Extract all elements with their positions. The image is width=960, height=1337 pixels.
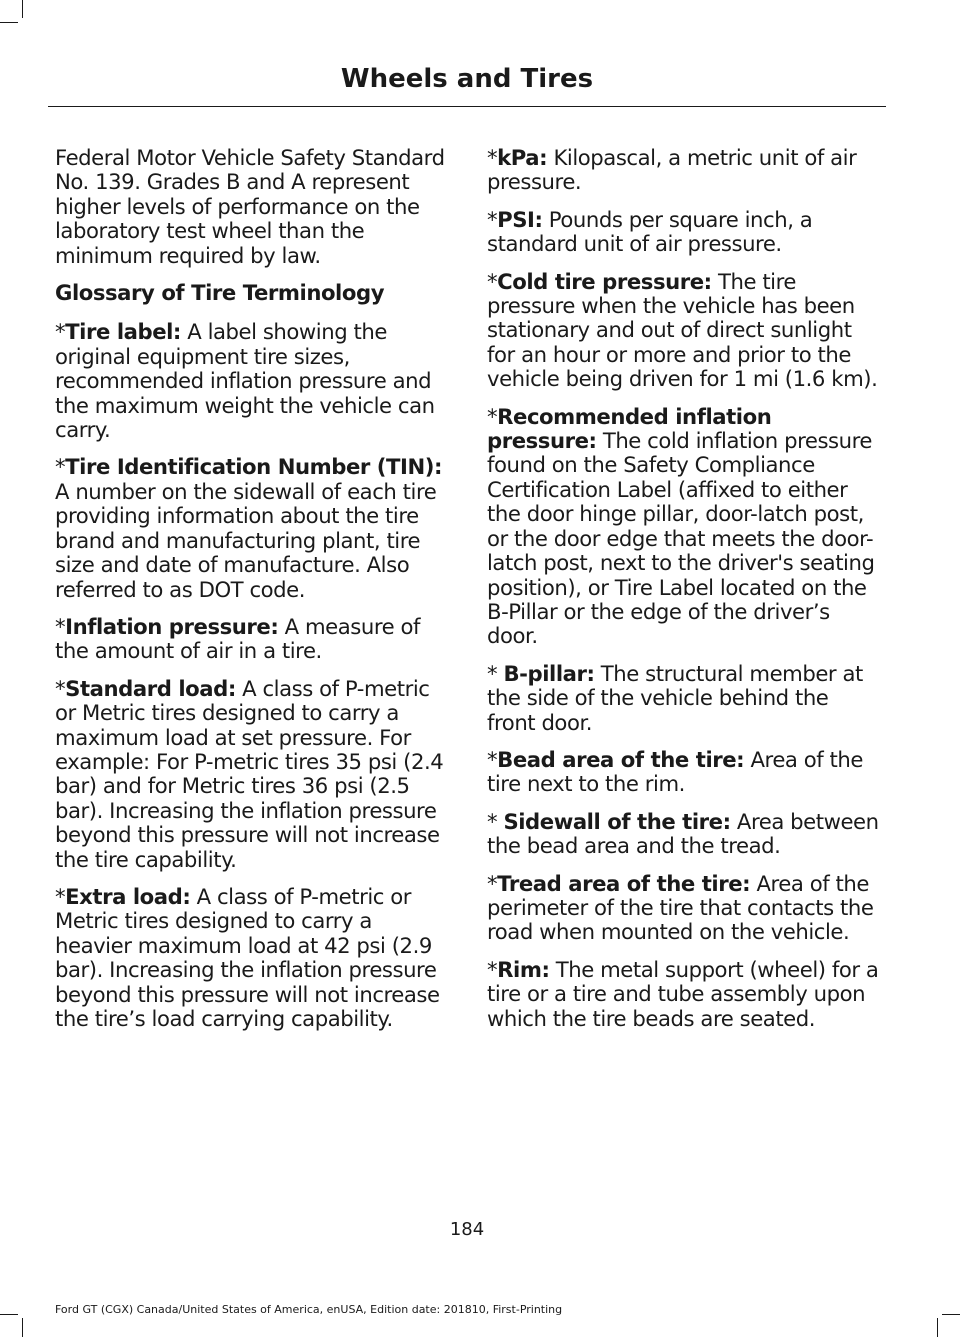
entry-text: The cold inflation pressure found on the Safety Compliance Certification Label (affixed to either the door hinge pillar, door-latch post, or the door edge that meets the door-latch post, next to the driver's seating position), or Tire Label located on the B-Pillar or the edge of the driver’s door.: [487, 428, 875, 649]
glossary-entry: [487, 146, 882, 195]
crop-mark: [937, 1318, 938, 1337]
glossary-entry: [487, 405, 882, 649]
entry-term: Cold tire pressure:: [497, 268, 712, 294]
glossary-entry: [55, 885, 450, 1031]
glossary-entry: [487, 748, 882, 797]
entry-term: Tread area of the tire:: [497, 870, 751, 896]
crop-mark: [22, 1318, 23, 1337]
entry-term: Rim:: [497, 956, 550, 982]
left-column: [55, 146, 450, 1044]
entry-text: A measure of the amount of air in a tire.: [55, 613, 421, 664]
entry-text: Area between the bead area and the tread.: [487, 808, 879, 859]
entry-prefix: *: [487, 268, 498, 294]
glossary-entry: [487, 958, 882, 1031]
entry-prefix: *: [487, 870, 498, 896]
entry-text: Kilopascal, a metric unit of air pressure.: [487, 145, 857, 195]
entry-text: The structural member at the side of the vehicle behind the front door.: [487, 660, 863, 735]
page-title: Wheels and Tires: [340, 64, 594, 94]
entry-prefix: *: [55, 883, 66, 909]
entry-prefix: *: [55, 675, 66, 701]
entry-term: Standard load:: [65, 675, 236, 701]
entry-term: B-pillar:: [503, 660, 595, 686]
right-column: [487, 146, 882, 1044]
entry-text: Area of the tire next to the rim.: [487, 746, 863, 797]
entry-term: PSI:: [497, 206, 543, 232]
entry-term: Extra load:: [65, 883, 191, 909]
entry-term: Sidewall of the tire:: [503, 808, 731, 834]
entry-prefix: *: [487, 206, 498, 232]
glossary-entry: [55, 320, 450, 442]
entry-text: Pounds per square inch, a standard unit of air pressure.: [487, 206, 813, 257]
entry-term: kPa:: [497, 145, 548, 170]
entry-prefix: *: [55, 454, 66, 480]
entry-term: Tire label:: [65, 319, 181, 345]
entry-term: Recommended inflation pressure:: [487, 403, 772, 454]
entry-prefix: *: [55, 613, 66, 639]
glossary-entry: [487, 662, 882, 735]
entry-text: The metal support (wheel) for a tire or a tire and tube assembly upon which the tire beads are seated.: [487, 956, 879, 1031]
glossary-heading: Glossary of Tire Terminology: [55, 280, 385, 306]
entry-text: A class of P-metric or Metric tires designed to carry a heavier maximum load at 42 psi (2.9 bar). Increasing the inflation pressure beyond this pressure will not increase the tire’s load carrying capability.: [55, 883, 440, 1031]
entry-text: Area of the perimeter of the tire that contacts the road when mounted on the vehicle.: [487, 870, 874, 945]
entry-prefix: *: [55, 319, 66, 345]
entry-term: Inflation pressure:: [65, 613, 279, 639]
footer-edition-text: Ford GT (CGX) Canada/United States of America, enUSA, Edition date: 201810, First-Printing: [55, 1303, 563, 1316]
entry-text: A label showing the original equipment tire sizes, recommended inflation pressure and the maximum weight the vehicle can carry.: [55, 319, 435, 443]
page-number: 184: [449, 1219, 485, 1240]
crop-mark: [0, 1314, 18, 1315]
intro-paragraph: Federal Motor Vehicle Safety Standard No. 139. Grades B and A represent higher levels of performance on the laboratory test wheel than the minimum required by law.: [55, 145, 445, 268]
entry-term: Tire Identification Number (TIN):: [65, 454, 443, 480]
entry-term: Bead area of the tire:: [497, 746, 745, 772]
crop-mark: [22, 0, 23, 18]
glossary-entry: [487, 208, 882, 257]
entry-prefix: *: [487, 660, 504, 686]
crop-mark: [942, 1314, 960, 1315]
header-divider: [48, 106, 886, 107]
entry-prefix: *: [487, 403, 498, 429]
glossary-entry: [487, 270, 882, 392]
glossary-entry: [55, 615, 450, 664]
entry-text: The tire pressure when the vehicle has been stationary and out of direct sunlight for an hour or more and prior to the vehicle being driven for 1 mi (1.6 km).: [487, 268, 878, 392]
entry-prefix: *: [487, 808, 504, 834]
crop-mark: [0, 22, 18, 23]
glossary-entry: [55, 677, 450, 872]
entry-prefix: *: [487, 145, 498, 170]
glossary-entry: [487, 872, 882, 945]
entry-text: A class of P-metric or Metric tires designed to carry a maximum load at set pressure. For example: For P-metric tires 35 psi (2.4 bar) and for Metric tires 36 psi (2.5 bar). Increasing the inflation pressure beyond this pressure will not increase the tire capability.: [55, 675, 444, 872]
entry-text: A number on the sidewall of each tire providing information about the tire brand and manufacturing plant, tire size and date of manufacture. Also referred to as DOT code.: [55, 478, 437, 602]
glossary-entry: [55, 455, 450, 601]
entry-prefix: *: [487, 956, 498, 982]
entry-prefix: *: [487, 746, 498, 772]
glossary-entry: [487, 810, 882, 859]
